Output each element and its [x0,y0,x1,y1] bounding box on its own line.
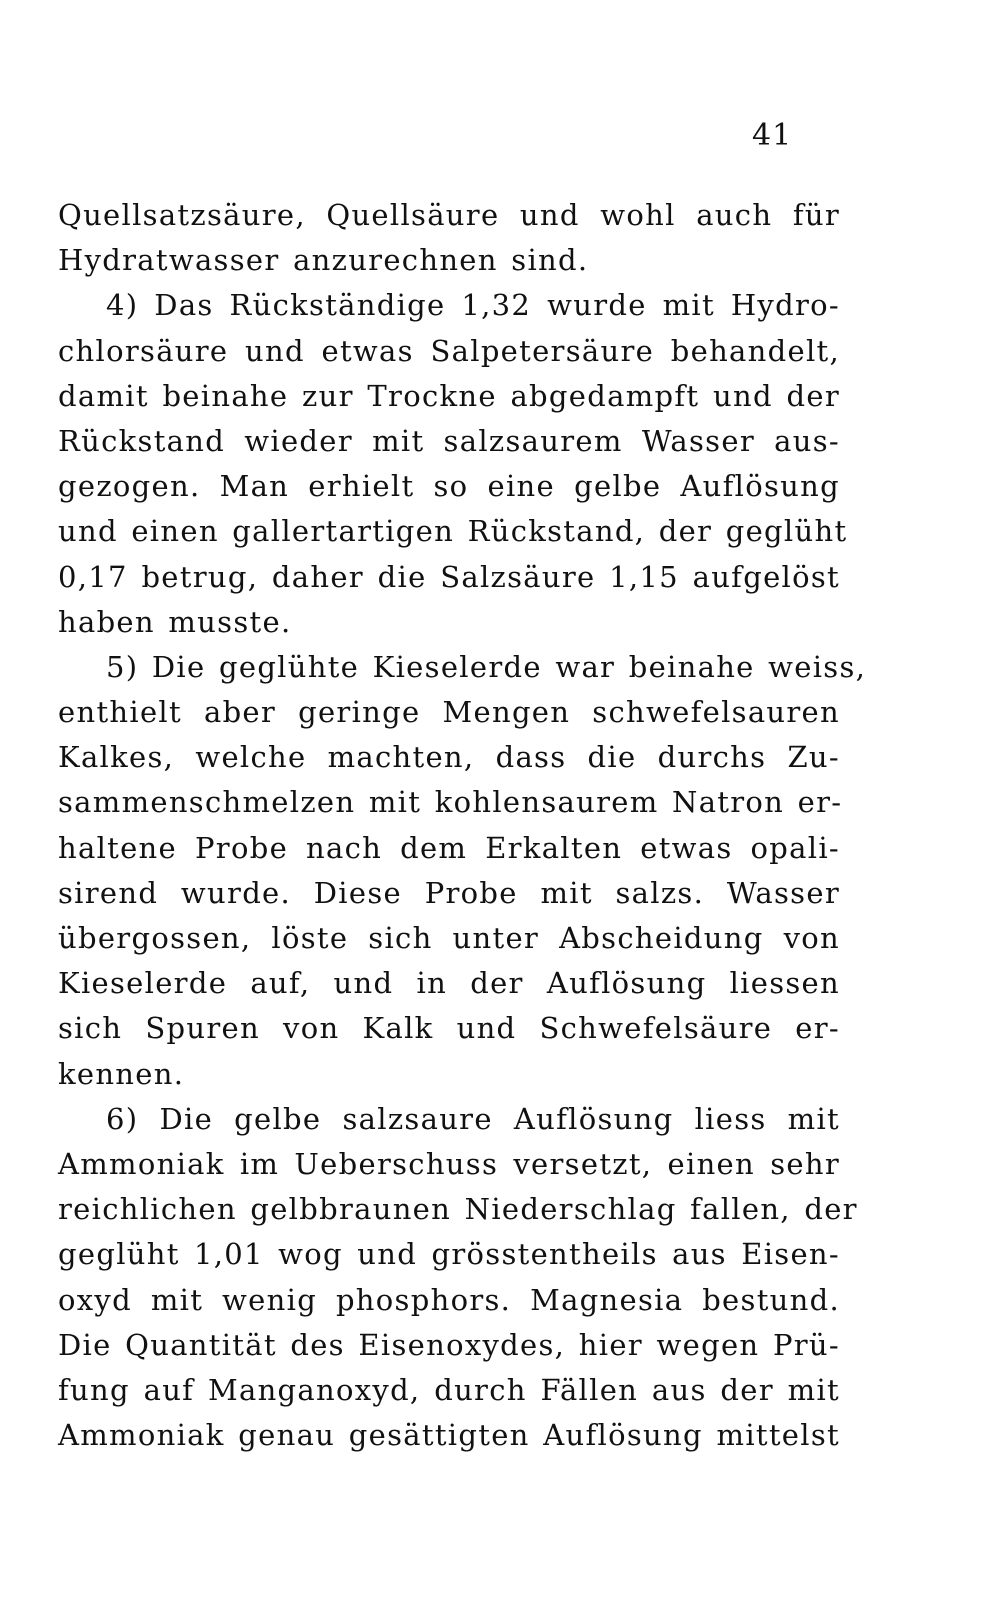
text-line: fung auf Manganoxyd, durch Fällen aus der mit [58,1372,840,1407]
text-line: übergossen, löste sich unter Abscheidung von [58,921,840,955]
text-line: Kalkes, welche machten, dass die durchs Zu- [58,740,840,775]
text-line: sich Spuren von Kalk und Schwefelsäure er- [58,1011,840,1046]
text-line: sirend wurde. Diese Probe mit salzs. Wasser [58,875,840,910]
page-number: 41 [752,118,793,153]
text-line: Ammoniak genau gesättigten Auflösung mittelst [58,1418,840,1453]
text-line: Ammoniak im Ueberschuss versetzt, einen sehr [58,1146,840,1181]
text-line: geglüht 1,01 wog und grösstentheils aus Eisen- [58,1237,840,1272]
text-line: gezogen. Man erhielt so eine gelbe Auflösung [58,469,840,504]
text-line: 4) Das Rückständige 1,32 wurde mit Hydro- [106,288,840,323]
text-line: chlorsäure und etwas Salpetersäure behandelt, [58,333,840,368]
body-text [58,193,867,1458]
text-line: Quellsatzsäure, Quellsäure und wohl auch für [58,198,840,232]
text-line: und einen gallertartigen Rückstand, der geglüht [58,514,848,549]
text-line: haben musste. [58,604,292,639]
text-line: 0,17 betrug, daher die Salzsäure 1,15 aufgelöst [58,559,840,594]
text-line: 5) Die geglühte Kieselerde war beinahe weiss, [106,649,867,684]
text-line: reichlichen gelbbraunen Niederschlag fallen, der [58,1192,858,1227]
text-line: sammenschmelzen mit kohlensaurem Natron er- [58,785,843,820]
text-line: Hydratwasser anzurechnen sind. [58,243,589,278]
text-line: enthielt aber geringe Mengen schwefelsauren [58,695,840,730]
text-line: Kieselerde auf, und in der Auflösung liessen [58,966,840,1001]
text-line: kennen. [58,1056,185,1091]
text-line: oxyd mit wenig phosphors. Magnesia bestund. [58,1282,840,1317]
text-line: Die Quantität des Eisenoxydes, hier wegen Prü- [58,1327,840,1362]
text-line: 6) Die gelbe salzsaure Auflösung liess mit [106,1101,840,1136]
text-line: damit beinahe zur Trockne abgedampft und der [58,378,840,413]
text-line: Rückstand wieder mit salzsaurem Wasser aus- [58,423,840,458]
text-line: haltene Probe nach dem Erkalten etwas opali- [58,830,840,865]
